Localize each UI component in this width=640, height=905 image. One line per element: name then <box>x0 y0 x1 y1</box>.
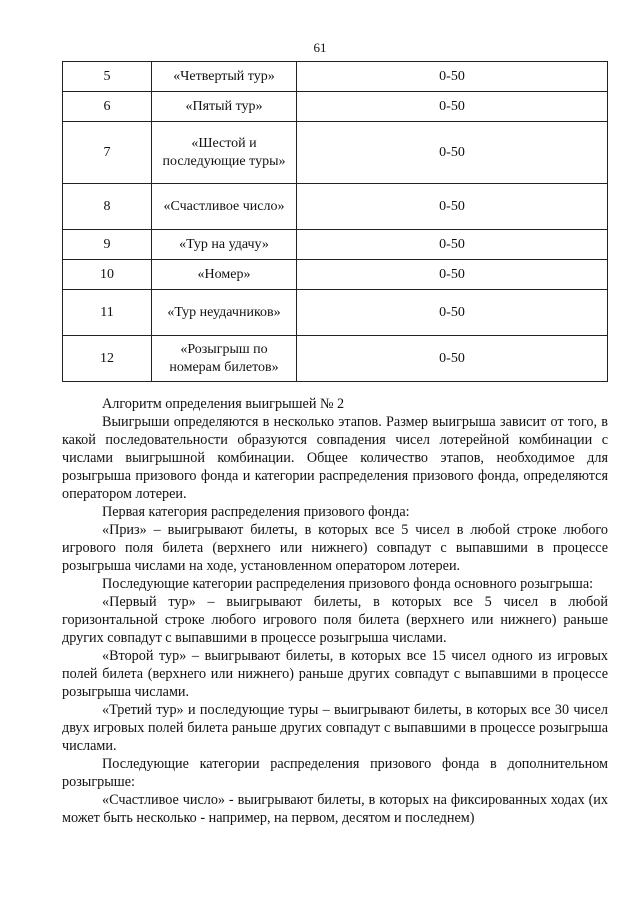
paragraph: Первая категория распределения призового фонда: <box>102 504 410 520</box>
percent-range: 0-50 <box>297 290 608 336</box>
category-number: 10 <box>63 260 152 290</box>
category-name: «Тур на удачу» <box>152 230 297 260</box>
category-name: «Шестой и последующие туры» <box>152 122 297 184</box>
table-row <box>63 122 608 184</box>
paragraph: Последующие категории распределения призового фонда в дополнительном розыгрыше: <box>62 756 608 790</box>
category-name: «Счастливое число» <box>152 184 297 230</box>
category-name: «Пятый тур» <box>152 92 297 122</box>
percent-range: 0-50 <box>297 184 608 230</box>
percent-range: 0-50 <box>297 260 608 290</box>
category-number: 7 <box>63 122 152 184</box>
percent-range: 0-50 <box>297 92 608 122</box>
paragraph: «Первый тур» – выигрывают билеты, в которых все 5 чисел в любой горизонтальной строке любого игрового поля билета (верхнего или нижнего) раньше других совпадут с выпавшими в процессе розыгрыша числами. <box>62 594 608 646</box>
percent-range: 0-50 <box>297 230 608 260</box>
category-number: 11 <box>63 290 152 336</box>
table-row <box>63 290 608 336</box>
category-number: 9 <box>63 230 152 260</box>
prize-category-table <box>62 61 608 382</box>
category-number: 8 <box>63 184 152 230</box>
table-row <box>63 184 608 230</box>
table-row <box>63 92 608 122</box>
paragraph: Последующие категории распределения призового фонда основного розыгрыша: <box>102 576 594 592</box>
paragraph: «Приз» – выигрывают билеты, в которых все 5 чисел в любой строке любого игрового поля билета (верхнего или нижнего) совпадут с выпавшими в процессе розыгрыша числами на ходе, установленном оператором лотереи. <box>62 522 608 574</box>
percent-range: 0-50 <box>297 122 608 184</box>
category-name: «Номер» <box>152 260 297 290</box>
table-row <box>63 260 608 290</box>
paragraph: «Третий тур» и последующие туры – выигрывают билеты, в которых все 30 чисел двух игровых полей билета раньше других совпадут с выпавшими в процессе розыгрыша числами. <box>62 702 608 754</box>
page-number: 61 <box>313 40 327 55</box>
paragraph: Выигрыши определяются в несколько этапов. Размер выигрыша зависит от того, в какой последовательности образуются совпадения чисел лотерейной комбинации с числами выигрышной комбинации. Общее количество этапов, необходимое для розыгрыша призового фонда и категории распределения призового фонда, определяются оператором лотереи. <box>62 414 608 502</box>
paragraph: «Второй тур» – выигрывают билеты, в которых все 15 чисел одного из игровых полей билета (верхнего или нижнего) раньше других совпадут с выпавшими в процессе розыгрыша числами. <box>62 648 608 700</box>
percent-range: 0-50 <box>297 336 608 382</box>
table-row <box>63 336 608 382</box>
category-name: «Тур неудачников» <box>152 290 297 336</box>
category-number: 12 <box>63 336 152 382</box>
table-body <box>63 62 608 382</box>
section-heading: Алгоритм определения выигрышей № 2 <box>102 396 345 412</box>
text-block <box>62 395 608 827</box>
paragraph: «Счастливое число» - выигрывают билеты, в которых на фиксированных ходах (их может быть несколько - например, на первом, десятом и последнем) <box>62 792 608 826</box>
category-number: 6 <box>63 92 152 122</box>
category-name: «Четвертый тур» <box>152 62 297 92</box>
category-number: 5 <box>63 62 152 92</box>
table-row <box>63 62 608 92</box>
table-row <box>63 230 608 260</box>
category-name: «Розыгрыш по номерам билетов» <box>152 336 297 382</box>
percent-range: 0-50 <box>297 62 608 92</box>
